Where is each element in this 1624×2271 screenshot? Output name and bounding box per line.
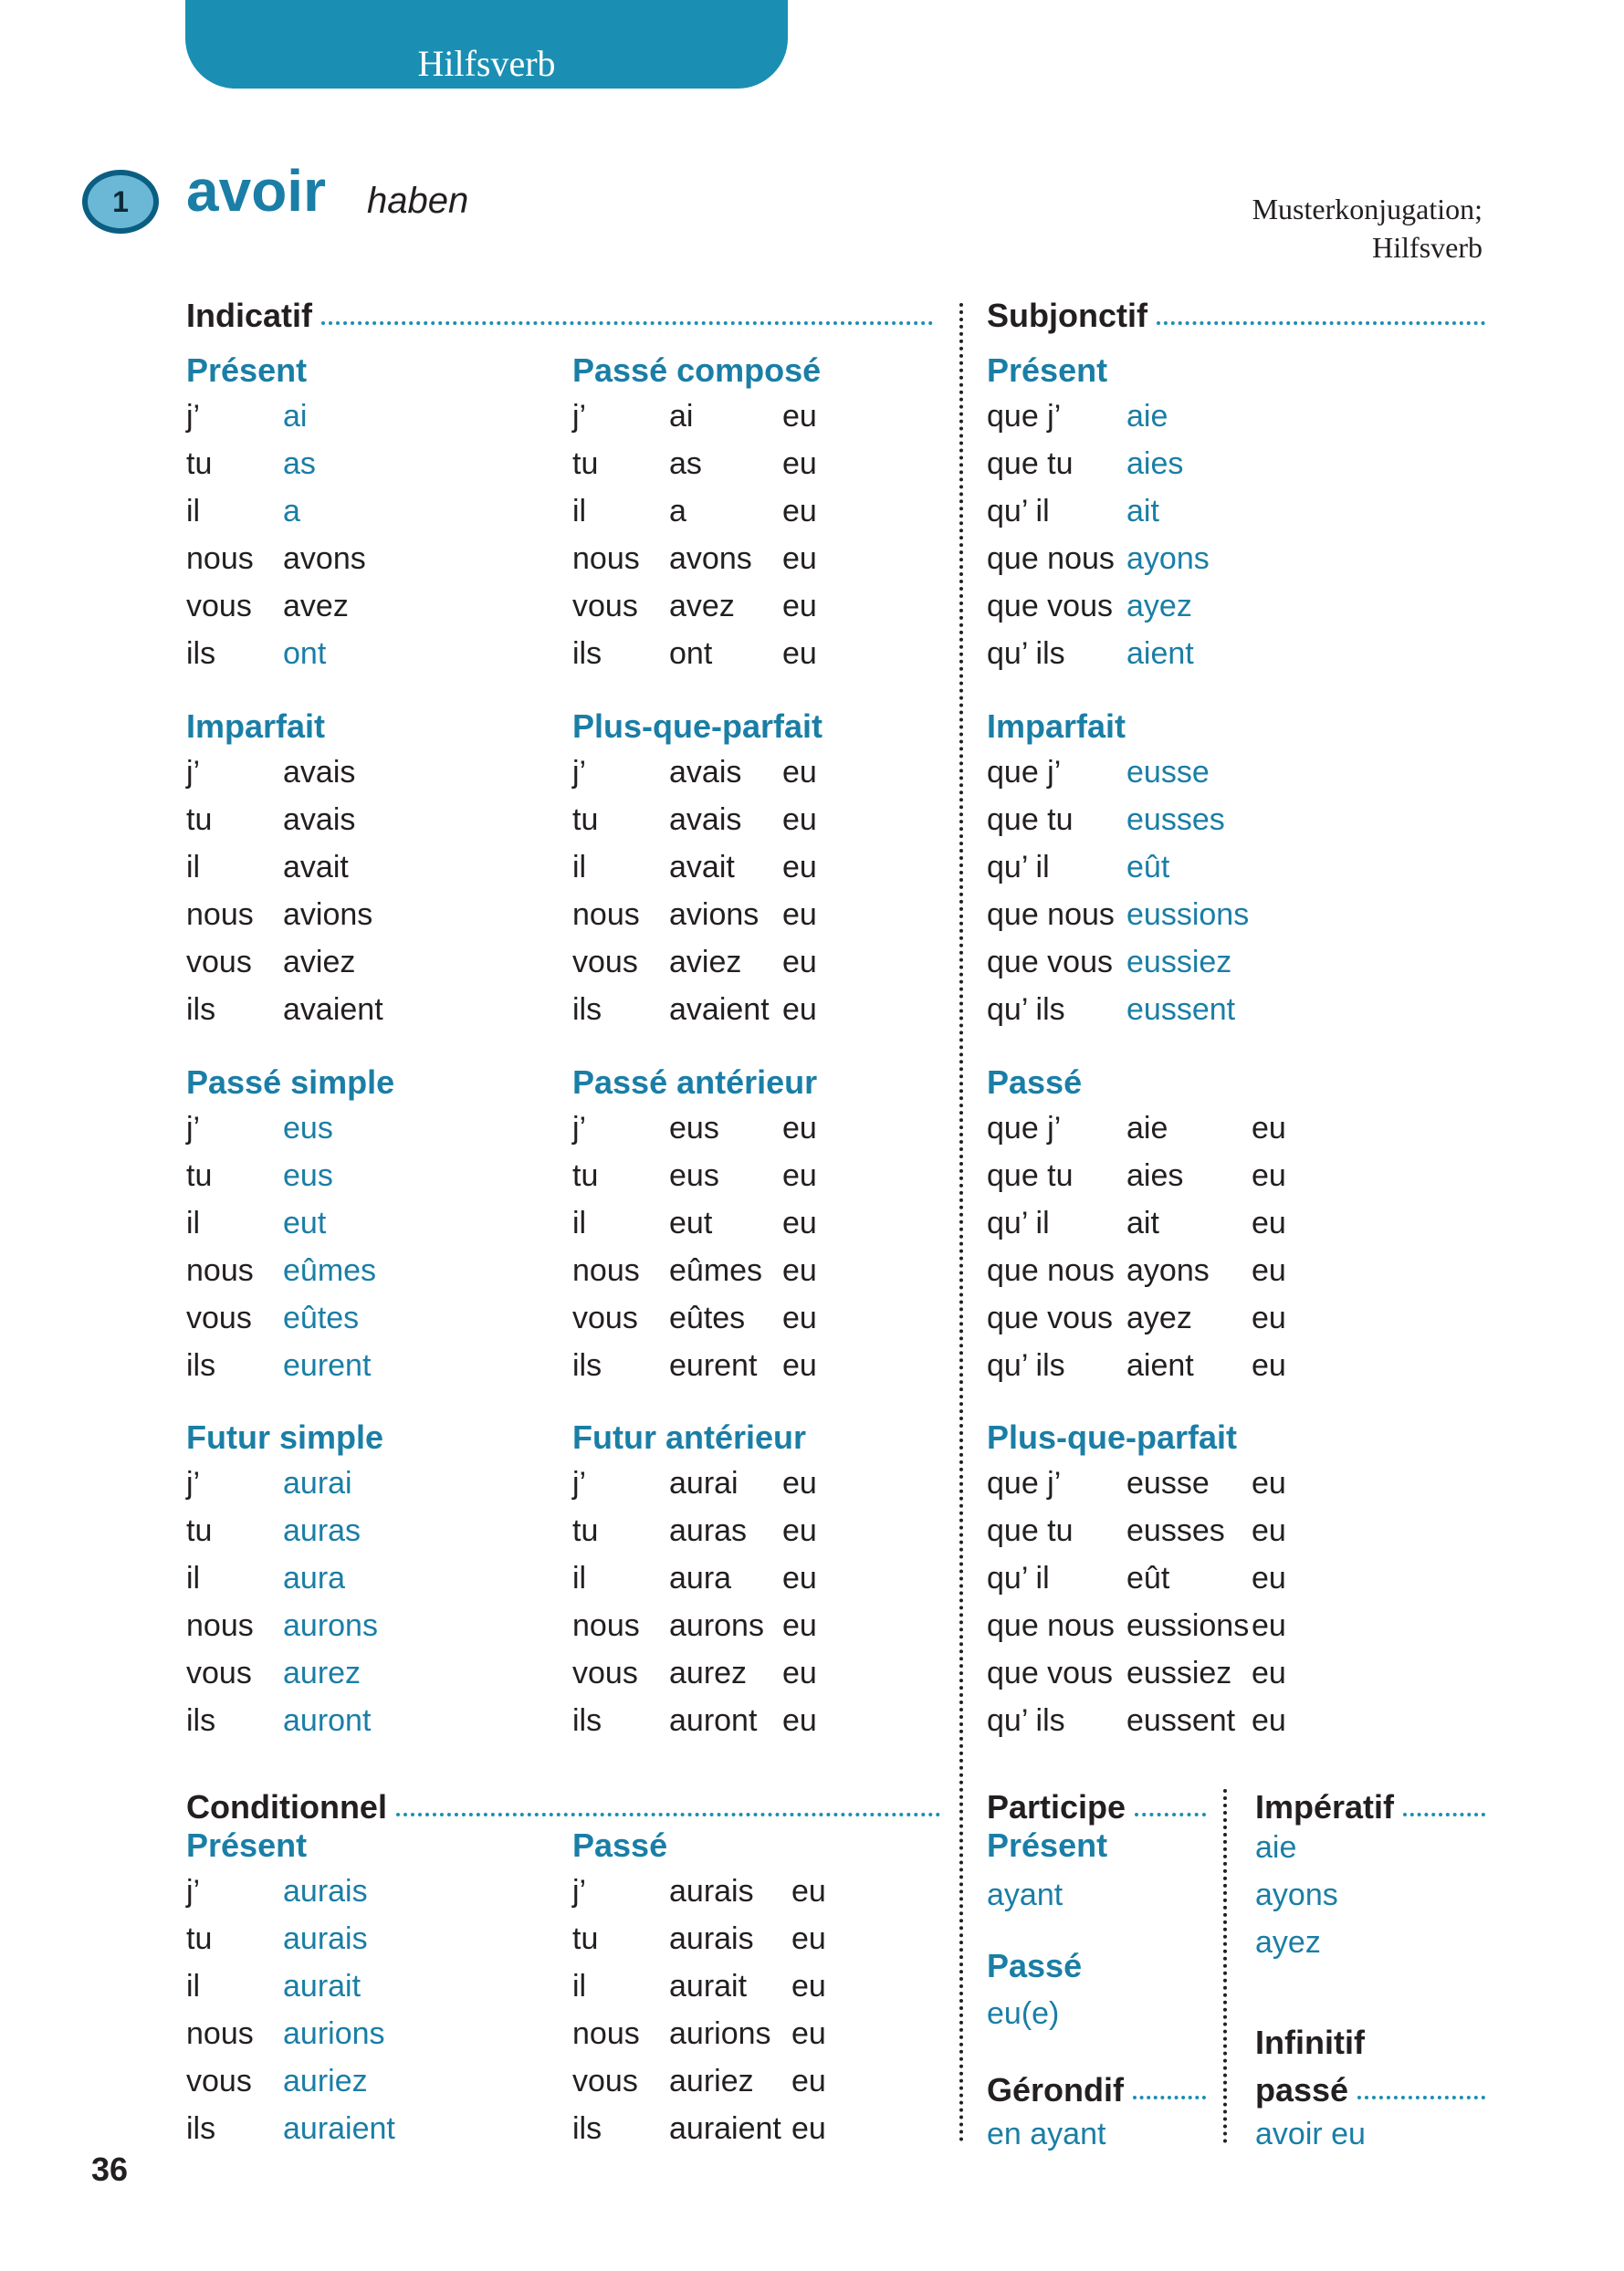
mood-heading-subjonctif: [987, 298, 1485, 334]
participle: eu: [782, 1206, 817, 1240]
leader-dots: [1357, 2096, 1485, 2099]
header-tab-label: Hilfsverb: [417, 43, 556, 84]
verb-form: eûtes: [283, 1301, 360, 1335]
verb-form: ait: [1126, 1206, 1159, 1240]
pronoun: qu’ ils: [987, 1348, 1065, 1383]
pronoun: nous: [572, 541, 640, 576]
mood-label: Subjonctif: [987, 297, 1147, 334]
participle: eu: [782, 446, 817, 481]
verb-form: avons: [669, 541, 752, 576]
pronoun: que nous: [987, 1608, 1115, 1643]
pronoun: qu’ il: [987, 1206, 1050, 1240]
verb-form: eût: [1126, 850, 1170, 884]
participle: eu: [791, 2111, 826, 2146]
participle: eu: [782, 1513, 817, 1548]
verb-form: ayons: [1126, 541, 1210, 576]
participle: eu: [782, 897, 817, 932]
participle: eu: [1252, 1111, 1286, 1146]
pronoun: ils: [572, 1703, 602, 1738]
tense-title-subj-passe: Passé: [987, 1063, 1083, 1101]
verb-form: eusses: [1126, 1513, 1225, 1548]
verb-form: eussent: [1126, 1703, 1236, 1738]
verb-form: eussiez: [1126, 1656, 1232, 1690]
verb-form: eus: [669, 1158, 719, 1193]
pronoun: nous: [186, 1253, 254, 1288]
pronoun: que vous: [987, 1656, 1113, 1690]
verb-form: avons: [283, 541, 366, 576]
pronoun: nous: [186, 897, 254, 932]
mood-heading-infinitif-line1: [1255, 2025, 1485, 2061]
participle: eu: [782, 589, 817, 623]
pronoun: ils: [572, 2111, 602, 2146]
pronoun: que j’: [987, 755, 1062, 790]
leader-dots: [1133, 2096, 1206, 2099]
verb-form: aies: [1126, 1158, 1184, 1193]
pronoun: tu: [186, 446, 213, 481]
pronoun: nous: [572, 1253, 640, 1288]
verb-form: ont: [283, 636, 327, 671]
pronoun: j’: [186, 1466, 201, 1501]
verb-form: eussions: [1126, 1608, 1250, 1643]
verb-form: eusse: [1126, 1466, 1210, 1501]
pronoun: tu: [572, 1158, 599, 1193]
imperatif-form: aie: [1255, 1830, 1297, 1865]
verb-form: aies: [1126, 446, 1184, 481]
verb-form: eussent: [1126, 992, 1236, 1027]
verb-form: eûmes: [283, 1253, 377, 1288]
verb-form: aviez: [669, 945, 742, 979]
verb-form: as: [283, 446, 316, 481]
verb-form: eut: [669, 1206, 713, 1240]
column-separator: [1223, 1789, 1227, 2143]
verb-form: a: [669, 494, 686, 529]
verb-form: aurait: [283, 1969, 361, 2004]
mood-heading-indicatif: [186, 298, 933, 334]
tense-title-cond-passe: Passé: [572, 1826, 668, 1864]
pronoun: ils: [572, 992, 602, 1027]
pronoun: vous: [186, 1301, 252, 1335]
participle: eu: [791, 1921, 826, 1956]
imperatif-form: ayez: [1255, 1925, 1321, 1960]
pronoun: vous: [186, 2064, 252, 2098]
verb-form: eut: [283, 1206, 327, 1240]
verb-form: as: [669, 446, 702, 481]
participle: eu: [782, 1301, 817, 1335]
verb-form: eusses: [1126, 802, 1225, 837]
verb-form: eûtes: [669, 1301, 746, 1335]
verb-number-badge: 1: [82, 170, 159, 234]
participle: eu: [1252, 1348, 1286, 1383]
pronoun: que vous: [987, 1301, 1113, 1335]
participle: eu: [1252, 1703, 1286, 1738]
verb-infinitive: avoir: [186, 158, 326, 224]
leader-dots: [321, 321, 933, 325]
participle: eu: [782, 1656, 817, 1690]
verb-form: eût: [1126, 1561, 1170, 1596]
pronoun: que nous: [987, 897, 1115, 932]
verb-form: ayez: [1126, 1301, 1192, 1335]
participe-present-form: ayant: [987, 1878, 1063, 1912]
verb-form: aient: [1126, 636, 1194, 671]
participle: eu: [791, 1874, 826, 1909]
pronoun: que j’: [987, 1111, 1062, 1146]
mood-label: Impératif: [1255, 1788, 1395, 1826]
pronoun: tu: [186, 1921, 213, 1956]
participle: eu: [791, 2016, 826, 2051]
verb-form: eus: [283, 1158, 333, 1193]
pronoun: que vous: [987, 945, 1113, 979]
participle: eu: [782, 399, 817, 434]
participle: eu: [1252, 1513, 1286, 1548]
pronoun: j’: [186, 399, 201, 434]
tense-title-participe-passe: Passé: [987, 1947, 1083, 1984]
pronoun: nous: [186, 2016, 254, 2051]
pronoun: tu: [186, 1513, 213, 1548]
mood-label: Indicatif: [186, 297, 313, 334]
pronoun: nous: [186, 1608, 254, 1643]
verb-form: auraient: [283, 2111, 395, 2146]
verb-form: aurai: [283, 1466, 352, 1501]
verb-form: aurons: [669, 1608, 764, 1643]
pronoun: ils: [572, 636, 602, 671]
verb-form: avais: [283, 755, 356, 790]
verb-form: eurent: [283, 1348, 372, 1383]
participle: eu: [782, 1561, 817, 1596]
pronoun: vous: [186, 1656, 252, 1690]
participle: eu: [782, 1348, 817, 1383]
tense-title-ind-imparfait: Imparfait: [186, 707, 326, 745]
mood-heading-infinitif-line2: [1255, 2072, 1485, 2109]
verb-form: ont: [669, 636, 713, 671]
pronoun: qu’ il: [987, 494, 1050, 529]
tense-title-ind-present: Présent: [186, 351, 308, 389]
leader-dots: [1403, 1813, 1485, 1816]
imperatif-form: ayons: [1255, 1878, 1338, 1912]
pronoun: qu’ il: [987, 1561, 1050, 1596]
participle: eu: [1252, 1301, 1286, 1335]
tense-title-ind-futur-simple: Futur simple: [186, 1418, 384, 1456]
verb-form: ait: [1126, 494, 1159, 529]
header-tab: [185, 0, 788, 89]
participle: eu: [782, 541, 817, 576]
pronoun: que tu: [987, 802, 1074, 837]
pronoun: que tu: [987, 1158, 1074, 1193]
pronoun: ils: [572, 1348, 602, 1383]
participle: eu: [782, 1111, 817, 1146]
participle: eu: [782, 636, 817, 671]
participle: eu: [782, 494, 817, 529]
pronoun: j’: [572, 399, 587, 434]
pronoun: tu: [572, 1513, 599, 1548]
tense-title-ind-futur-anterieur: Futur antérieur: [572, 1418, 807, 1456]
pronoun: ils: [186, 1703, 216, 1738]
mood-heading-imperatif: [1255, 1789, 1485, 1826]
tense-title-subj-present: Présent: [987, 351, 1108, 389]
mood-heading-conditionnel: [186, 1789, 940, 1826]
verb-form: aient: [1126, 1348, 1194, 1383]
tense-title-ind-passe-simple: Passé simple: [186, 1063, 395, 1101]
pronoun: vous: [572, 589, 638, 623]
participle: eu: [1252, 1656, 1286, 1690]
participle: eu: [782, 802, 817, 837]
pronoun: j’: [186, 1874, 201, 1909]
verb-form: ayons: [1126, 1253, 1210, 1288]
participle: eu: [1252, 1206, 1286, 1240]
verb-form: ai: [669, 399, 694, 434]
pronoun: il: [186, 1561, 201, 1596]
verb-note-line1: Musterkonjugation;: [1252, 193, 1483, 225]
verb-form: avait: [283, 850, 349, 884]
pronoun: j’: [572, 1874, 587, 1909]
pronoun: tu: [186, 802, 213, 837]
tense-title-ind-plus-que-parfait: Plus-que-parfait: [572, 707, 823, 745]
verb-form: aurai: [669, 1466, 739, 1501]
verb-form: aviez: [283, 945, 356, 979]
participle: eu: [782, 945, 817, 979]
verb-form: avez: [283, 589, 349, 623]
verb-form: eusse: [1126, 755, 1210, 790]
tense-title-ind-passe-anterieur: Passé antérieur: [572, 1063, 818, 1101]
leader-dots: [396, 1813, 940, 1816]
verb-form: eus: [283, 1111, 333, 1146]
pronoun: qu’ ils: [987, 992, 1065, 1027]
pronoun: il: [186, 850, 201, 884]
pronoun: il: [572, 850, 587, 884]
pronoun: vous: [186, 945, 252, 979]
pronoun: que vous: [987, 589, 1113, 623]
pronoun: qu’ ils: [987, 636, 1065, 671]
verb-form: avais: [669, 802, 742, 837]
participle: eu: [782, 755, 817, 790]
verb-form: eurent: [669, 1348, 758, 1383]
verb-form: eus: [669, 1111, 719, 1146]
verb-form: auront: [283, 1703, 372, 1738]
verb-form: auras: [283, 1513, 361, 1548]
participe-passe-form: eu(e): [987, 1996, 1060, 2031]
infinitif-passe-form: avoir eu: [1255, 2117, 1366, 2151]
participle: eu: [1252, 1253, 1286, 1288]
pronoun: il: [186, 494, 201, 529]
verb-form: aurions: [283, 2016, 385, 2051]
pronoun: ils: [186, 992, 216, 1027]
pronoun: qu’ ils: [987, 1703, 1065, 1738]
verb-form: aurais: [283, 1921, 368, 1956]
pronoun: ils: [186, 2111, 216, 2146]
pronoun: j’: [572, 1466, 587, 1501]
pronoun: que nous: [987, 1253, 1115, 1288]
verb-form: auraient: [669, 2111, 781, 2146]
verb-translation: haben: [367, 181, 469, 221]
verb-form: aurais: [669, 1874, 754, 1909]
verb-form: aurez: [669, 1656, 748, 1690]
pronoun: tu: [572, 446, 599, 481]
verb-form: aurais: [669, 1921, 754, 1956]
participle: eu: [782, 850, 817, 884]
page-number: 36: [91, 2151, 129, 2188]
mood-label: Conditionnel: [186, 1788, 387, 1826]
verb-form: aurez: [283, 1656, 361, 1690]
column-separator: [959, 303, 963, 2143]
pronoun: vous: [572, 2064, 638, 2098]
pronoun: ils: [186, 1348, 216, 1383]
pronoun: nous: [572, 1608, 640, 1643]
pronoun: il: [572, 1561, 587, 1596]
verb-form: avait: [669, 850, 735, 884]
verb-form: aurons: [283, 1608, 378, 1643]
pronoun: qu’ il: [987, 850, 1050, 884]
tense-title-participe-present: Présent: [987, 1826, 1108, 1864]
pronoun: il: [186, 1969, 201, 2004]
pronoun: nous: [572, 2016, 640, 2051]
participle: eu: [782, 992, 817, 1027]
pronoun: il: [572, 1969, 587, 2004]
pronoun: vous: [186, 589, 252, 623]
pronoun: j’: [572, 755, 587, 790]
verb-form: aie: [1126, 1111, 1168, 1146]
pronoun: que tu: [987, 1513, 1074, 1548]
verb-form: avais: [669, 755, 742, 790]
verb-form: avez: [669, 589, 735, 623]
participle: eu: [782, 1608, 817, 1643]
mood-label: passé: [1255, 2071, 1349, 2109]
pronoun: j’: [572, 1111, 587, 1146]
verb-form: eussions: [1126, 897, 1250, 932]
verb-form: aura: [669, 1561, 732, 1596]
verb-form: avais: [283, 802, 356, 837]
verb-form: aurais: [283, 1874, 368, 1909]
verb-form: auront: [669, 1703, 758, 1738]
verb-form: aurait: [669, 1969, 748, 2004]
verb-form: aura: [283, 1561, 346, 1596]
tense-title-cond-present: Présent: [186, 1826, 308, 1864]
pronoun: nous: [572, 897, 640, 932]
verb-form: auras: [669, 1513, 748, 1548]
tense-title-ind-passe-compose: Passé composé: [572, 351, 822, 389]
participle: eu: [1252, 1466, 1286, 1501]
pronoun: que j’: [987, 399, 1062, 434]
participle: eu: [782, 1253, 817, 1288]
verb-form: eûmes: [669, 1253, 763, 1288]
pronoun: vous: [572, 1656, 638, 1690]
verb-form: auriez: [283, 2064, 368, 2098]
pronoun: que j’: [987, 1466, 1062, 1501]
participle: eu: [791, 2064, 826, 2098]
verb-form: avions: [283, 897, 373, 932]
verb-form: aurions: [669, 2016, 771, 2051]
participle: eu: [782, 1466, 817, 1501]
verb-form: ayez: [1126, 589, 1192, 623]
pronoun: que tu: [987, 446, 1074, 481]
pronoun: j’: [186, 1111, 201, 1146]
leader-dots: [1157, 321, 1485, 325]
mood-label: Participe: [987, 1788, 1126, 1826]
pronoun: il: [186, 1206, 201, 1240]
mood-heading-participe: [987, 1789, 1206, 1826]
pronoun: il: [572, 1206, 587, 1240]
participle: eu: [1252, 1561, 1286, 1596]
leader-dots: [1135, 1813, 1206, 1816]
participle: eu: [782, 1703, 817, 1738]
participle: eu: [1252, 1608, 1286, 1643]
tense-title-subj-plus-que-parfait: Plus-que-parfait: [987, 1418, 1238, 1456]
mood-label: Gérondif: [987, 2071, 1124, 2109]
pronoun: tu: [572, 1921, 599, 1956]
pronoun: tu: [572, 802, 599, 837]
participle: eu: [791, 1969, 826, 2004]
verb-note-line2: Hilfsverb: [1372, 231, 1483, 264]
participle: eu: [782, 1158, 817, 1193]
participle: eu: [1252, 1158, 1286, 1193]
pronoun: j’: [186, 755, 201, 790]
verb-form: avions: [669, 897, 760, 932]
verb-form: eussiez: [1126, 945, 1232, 979]
tense-title-subj-imparfait: Imparfait: [987, 707, 1126, 745]
pronoun: ils: [186, 636, 216, 671]
gerondif-form: en ayant: [987, 2117, 1106, 2151]
verb-form: ai: [283, 399, 308, 434]
verb-form: auriez: [669, 2064, 754, 2098]
verb-note: [1252, 190, 1483, 267]
verb-form: avaient: [669, 992, 770, 1027]
verb-form: avaient: [283, 992, 383, 1027]
verb-form: a: [283, 494, 300, 529]
verb-form: aie: [1126, 399, 1168, 434]
pronoun: il: [572, 494, 587, 529]
pronoun: vous: [572, 945, 638, 979]
pronoun: tu: [186, 1158, 213, 1193]
pronoun: que nous: [987, 541, 1115, 576]
mood-label: Infinitif: [1255, 2024, 1365, 2061]
pronoun: vous: [572, 1301, 638, 1335]
mood-heading-gerondif: [987, 2072, 1206, 2109]
pronoun: nous: [186, 541, 254, 576]
